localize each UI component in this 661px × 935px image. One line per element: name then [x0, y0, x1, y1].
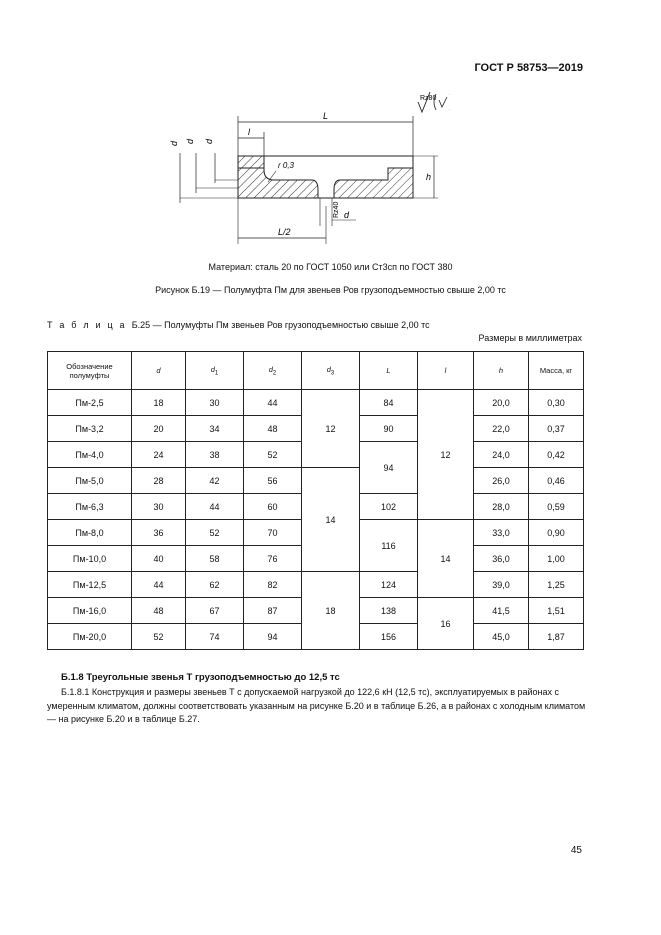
table-row — [48, 572, 584, 598]
cell-d1: 30 — [186, 390, 244, 416]
cell-mass: 0,46 — [529, 468, 584, 494]
cell-name: Пм-4,0 — [48, 442, 132, 468]
cell-name: Пм-6,3 — [48, 494, 132, 520]
cell-h: 28,0 — [474, 494, 529, 520]
cell-L: 124 — [360, 572, 418, 598]
cell-d1: 58 — [186, 546, 244, 572]
cell-h: 26,0 — [474, 468, 529, 494]
cell-d: 36 — [132, 520, 186, 546]
cell-d: 40 — [132, 546, 186, 572]
cell-d1: 67 — [186, 598, 244, 624]
cell-d1: 52 — [186, 520, 244, 546]
table-units: Размеры в миллиметрах — [478, 333, 582, 343]
cell-h: 22,0 — [474, 416, 529, 442]
cell-name: Пм-20,0 — [48, 624, 132, 650]
cell-mass: 0,42 — [529, 442, 584, 468]
col-mass: Масса, кг — [529, 352, 584, 390]
cell-L: 116 — [360, 520, 418, 572]
col-L: L — [360, 352, 418, 390]
cell-d3: 12 — [302, 390, 360, 468]
cell-d3: 14 — [302, 468, 360, 572]
cell-name: Пм-2,5 — [48, 390, 132, 416]
svg-text:h: h — [426, 172, 432, 182]
cell-name: Пм-12,5 — [48, 572, 132, 598]
cell-d: 20 — [132, 416, 186, 442]
page-number: 45 — [570, 845, 582, 856]
figure-caption: Рисунок Б.19 — Полумуфта Пм для звеньев Ров грузоподъемностью свыше 2,00 тс — [155, 285, 506, 295]
col-designation: Обозначение полумуфты — [48, 352, 132, 390]
table-title: Т а б л и ц а Б.25 — Полумуфты Пм звеньев Ров грузоподъемностью свыше 2,00 тс — [47, 320, 430, 330]
cell-d3: 18 — [302, 572, 360, 650]
cell-h: 33,0 — [474, 520, 529, 546]
table-row — [48, 390, 584, 416]
svg-text:d: d — [344, 210, 350, 220]
cell-name: Пм-3,2 — [48, 416, 132, 442]
cell-d2: 56 — [244, 468, 302, 494]
cell-d: 24 — [132, 442, 186, 468]
cell-name: Пм-8,0 — [48, 520, 132, 546]
svg-text:d: d — [185, 138, 195, 144]
cell-d2: 94 — [244, 624, 302, 650]
cell-d: 28 — [132, 468, 186, 494]
cell-L: 90 — [360, 416, 418, 442]
cell-d2: 60 — [244, 494, 302, 520]
cell-L: 84 — [360, 390, 418, 416]
cell-d1: 34 — [186, 416, 244, 442]
cell-mass: 1,00 — [529, 546, 584, 572]
section-paragraph: Б.1.8.1 Конструкция и размеры звеньев Т с допускаемой нагрузкой до 122,6 кН (12,5 тс), эксплуатируемых в районах с умеренным климатом, должны соответствовать указанным на рисунке Б.20 и в таблице Б.26, а в районах с холодным климатом — на рисунке Б.20 и в таблице Б.27. — [47, 687, 586, 724]
cell-mass: 0,90 — [529, 520, 584, 546]
cell-d1: 38 — [186, 442, 244, 468]
svg-text:Rz80: Rz80 — [420, 95, 437, 102]
cell-d: 52 — [132, 624, 186, 650]
cell-name: Пм-16,0 — [48, 598, 132, 624]
material-note: Материал: сталь 20 по ГОСТ 1050 или Ст3сп по ГОСТ 380 — [208, 262, 453, 272]
cell-name: Пм-10,0 — [48, 546, 132, 572]
cell-mass: 1,51 — [529, 598, 584, 624]
cell-d1: 62 — [186, 572, 244, 598]
cell-d1: 42 — [186, 468, 244, 494]
svg-text:Rz40: Rz40 — [333, 201, 340, 218]
col-h: h — [474, 352, 529, 390]
cell-d2: 76 — [244, 546, 302, 572]
cell-L: 102 — [360, 494, 418, 520]
cell-d2: 87 — [244, 598, 302, 624]
cell-L: 156 — [360, 624, 418, 650]
cell-name: Пм-5,0 — [48, 468, 132, 494]
cell-d2: 44 — [244, 390, 302, 416]
coupling-drawing — [160, 88, 450, 246]
cell-h: 24,0 — [474, 442, 529, 468]
cell-d1: 74 — [186, 624, 244, 650]
cell-d2: 48 — [244, 416, 302, 442]
cell-h: 45,0 — [474, 624, 529, 650]
cell-h: 36,0 — [474, 546, 529, 572]
section-title: Б.1.8 Треугольные звенья Т грузоподъемностью до 12,5 тс — [61, 672, 340, 683]
cell-l: 14 — [418, 520, 474, 598]
cell-d: 30 — [132, 494, 186, 520]
cell-d: 48 — [132, 598, 186, 624]
svg-text:L: L — [323, 111, 329, 121]
table-row — [48, 468, 584, 494]
cell-h: 39,0 — [474, 572, 529, 598]
cell-d: 18 — [132, 390, 186, 416]
document-header: ГОСТ Р 58753—2019 — [474, 62, 583, 74]
col-d: d — [132, 352, 186, 390]
cell-mass: 0,37 — [529, 416, 584, 442]
cell-mass: 0,59 — [529, 494, 584, 520]
cell-l: 16 — [418, 598, 474, 650]
svg-text:L/2: L/2 — [278, 227, 291, 237]
col-d1: $d_1$ — [186, 352, 244, 390]
cell-mass: 1,25 — [529, 572, 584, 598]
svg-text:r 0,3: r 0,3 — [278, 161, 295, 170]
cell-mass: 0,30 — [529, 390, 584, 416]
cell-h: 20,0 — [474, 390, 529, 416]
col-d3: $d_3$ — [302, 352, 360, 390]
cell-l: 12 — [418, 390, 474, 520]
cell-L: 138 — [360, 598, 418, 624]
svg-text:l: l — [248, 127, 250, 137]
table-header-row — [48, 352, 584, 390]
cell-h: 41,5 — [474, 598, 529, 624]
cell-d1: 44 — [186, 494, 244, 520]
svg-text:d: d — [204, 138, 214, 144]
col-d2: $d_2$ — [244, 352, 302, 390]
cell-d2: 82 — [244, 572, 302, 598]
cell-d2: 70 — [244, 520, 302, 546]
roughness-symbol — [418, 92, 450, 112]
cell-L: 94 — [360, 442, 418, 494]
cell-d2: 52 — [244, 442, 302, 468]
col-l: l — [418, 352, 474, 390]
couplings-table — [47, 351, 584, 650]
svg-text:d: d — [169, 140, 179, 146]
cell-mass: 1,87 — [529, 624, 584, 650]
cell-d: 44 — [132, 572, 186, 598]
